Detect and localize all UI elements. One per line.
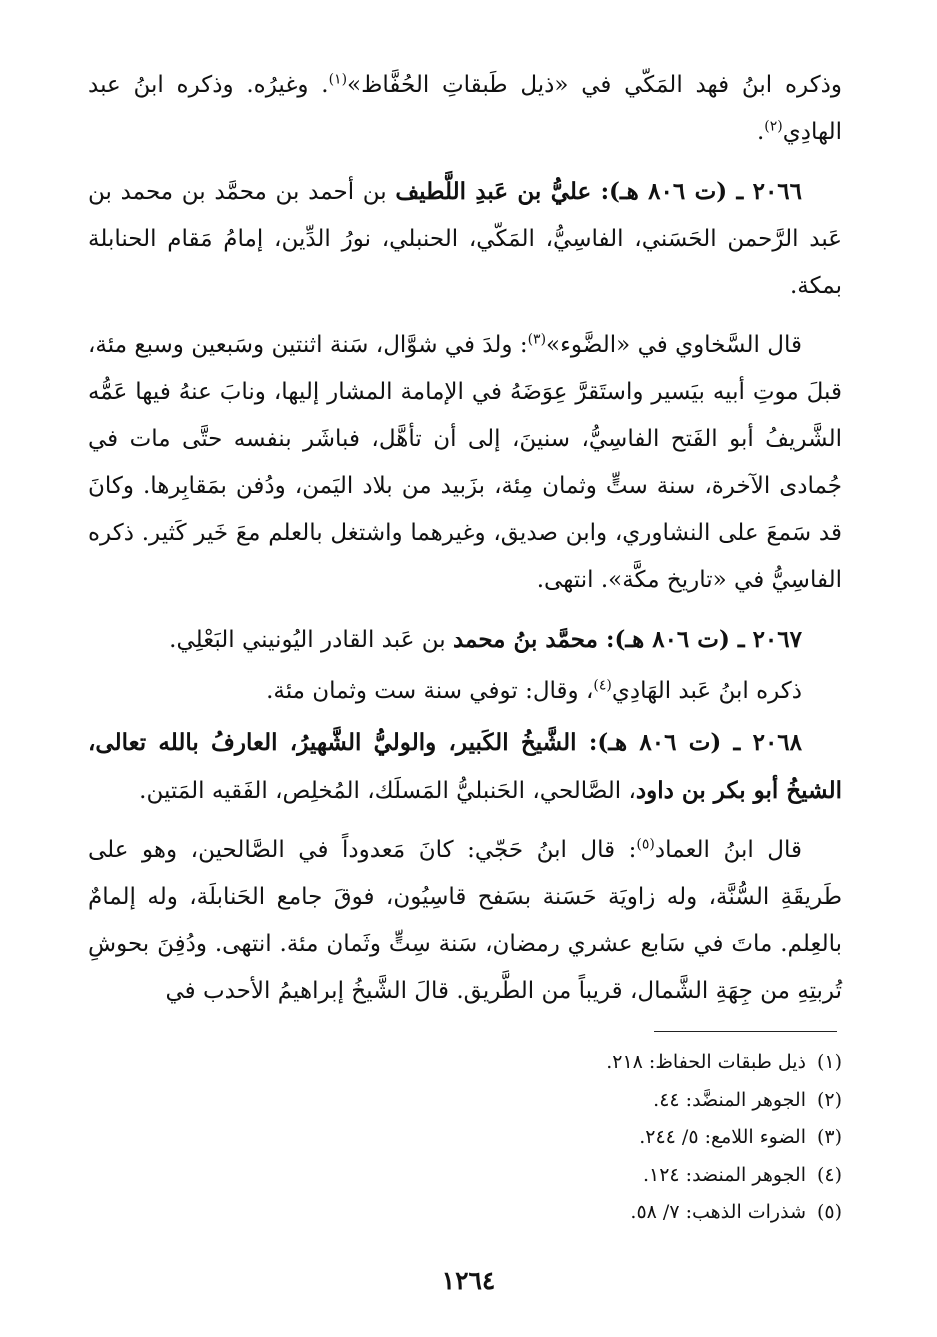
entry-heading: ٢٠٦٧ ـ (ت ٨٠٦ هـ): محمَّد بنُ محمد (452, 626, 802, 653)
footnote-item: (٣)الضوء اللامع: ٥/ ٢٤٤. (639, 1126, 842, 1148)
paragraph-ibn-alimad: قال ابنُ العماد$^{(٥)}$: قال ابنُ حَجّي: كانَ مَعدوداً في الصَّالحين، وهو على طَريقَةِ السُّنَّة، وله زاويَة حَسَنة بسَفح قاسِيُون، فوقَ جامع الحَنابلَة، وله إلمامٌ بالعِلم. ماتَ في سَابع عشري رمضان، سَنة سِتٍّ وثَمان مئة. انتهى. ودُفِنَ بحوشِ تُربتِهِ من جِهَةِ الشَّمال، قريباً من الطَّريق. قالَ الشَّيخُ إبراهيمُ الأحدب في (88, 836, 842, 1004)
entry-2067 (88, 616, 842, 664)
paragraph-intro: وذكره ابنُ فهد المَكّي في «ذيل طَبقاتِ الحُفَّاظ»$^{(١)}$. وغيرُه. وذكره ابنُ عبد الهادِي$^{(٢)}$. (88, 71, 842, 145)
footnote-item: (٢)الجوهر المنضَّد: ٤٤. (653, 1088, 842, 1111)
page-number: ١٢٦٤ (441, 1266, 496, 1295)
entry-text: بن أحمد بن محمَّد بن محمد بن عَبد الرَّحمن الحَسَني، الفاسِيُّ، المَكّي، الحنبلي، نورُ الدِّين، إمامُ مَقام الحنابلة بمكة. (88, 179, 842, 299)
entry-text: بن عَبد القادر اليُونيني البَعْلِي. (169, 627, 453, 653)
footnote-ref: (٥) (636, 836, 655, 853)
entry-2068 (88, 719, 842, 815)
footnote-ref: (١) (328, 71, 348, 88)
entry-2066 (88, 168, 842, 310)
footnotes (88, 1044, 842, 1232)
entry-heading: ٢٠٦٦ ـ (ت ٨٠٦ هـ): عليُّ بن عَبدِ اللَّطيف (395, 178, 803, 205)
footnote-divider (654, 1031, 837, 1032)
paragraph-ibn-abd-alhadi: ذكره ابنُ عَبد الهَادِي$^{(٤)}$، وقال: توفي سنة ست وثمان مئة. (266, 677, 802, 704)
entry-heading: ٢٠٦٨ ـ (ت ٨٠٦ هـ): الشَّيخُ الكَبير، والوليُّ الشَّهيرُ، العارفُ بالله تعالى، الشيخُ أبو بكر بن داود (88, 729, 842, 804)
entry-text: ، الصَّالحي، الحَنبليُّ المَسلَك، المُخلِص، الفَقيه المَتين. (139, 778, 636, 804)
footnote-item: (١)ذيل طبقات الحفاظ: ٢١٨. (606, 1051, 842, 1073)
footnote-item: (٥)شذرات الذهب: ٧/ ٥٨. (630, 1201, 842, 1223)
footnote-ref: (٤) (593, 677, 612, 694)
footnote-ref: (٢) (764, 118, 783, 135)
footnote-item: (٤)الجوهر المنضد: ١٢٤. (642, 1163, 842, 1186)
footnote-ref: (٣) (527, 331, 547, 348)
paragraph-sakhawi: قال السَّخاوي في «الضَّوء»$^{(٣)}$: ولدَ في شوَّال، سَنة اثنتين وسَبعين وسبع مئة، قبلَ موتِ أبيه بيَسير واستَقرَّ عِوَضَهُ في الإمامة المشار إليها، ونابَ عنهُ فيها عَمُّه الشَّريفُ أبو الفَتح الفاسِيُّ، سنينَ، إلى أن تأهَّل، فباشَر بنفسه حتَّى مات في جُمادى الآخرة، سنة ستٍّ وثمان مِئة، بزَبيد من بلاد اليَمن، ودُفن بمَقابِرها. وكانَ قد سَمعَ على النشاوري، وابن صديق، وغيرهما واشتغل بالعلم معَ خَير كَثير. ذكره الفاسِيُّ في «تاريخ مكَّة». انتهى. (88, 331, 842, 593)
